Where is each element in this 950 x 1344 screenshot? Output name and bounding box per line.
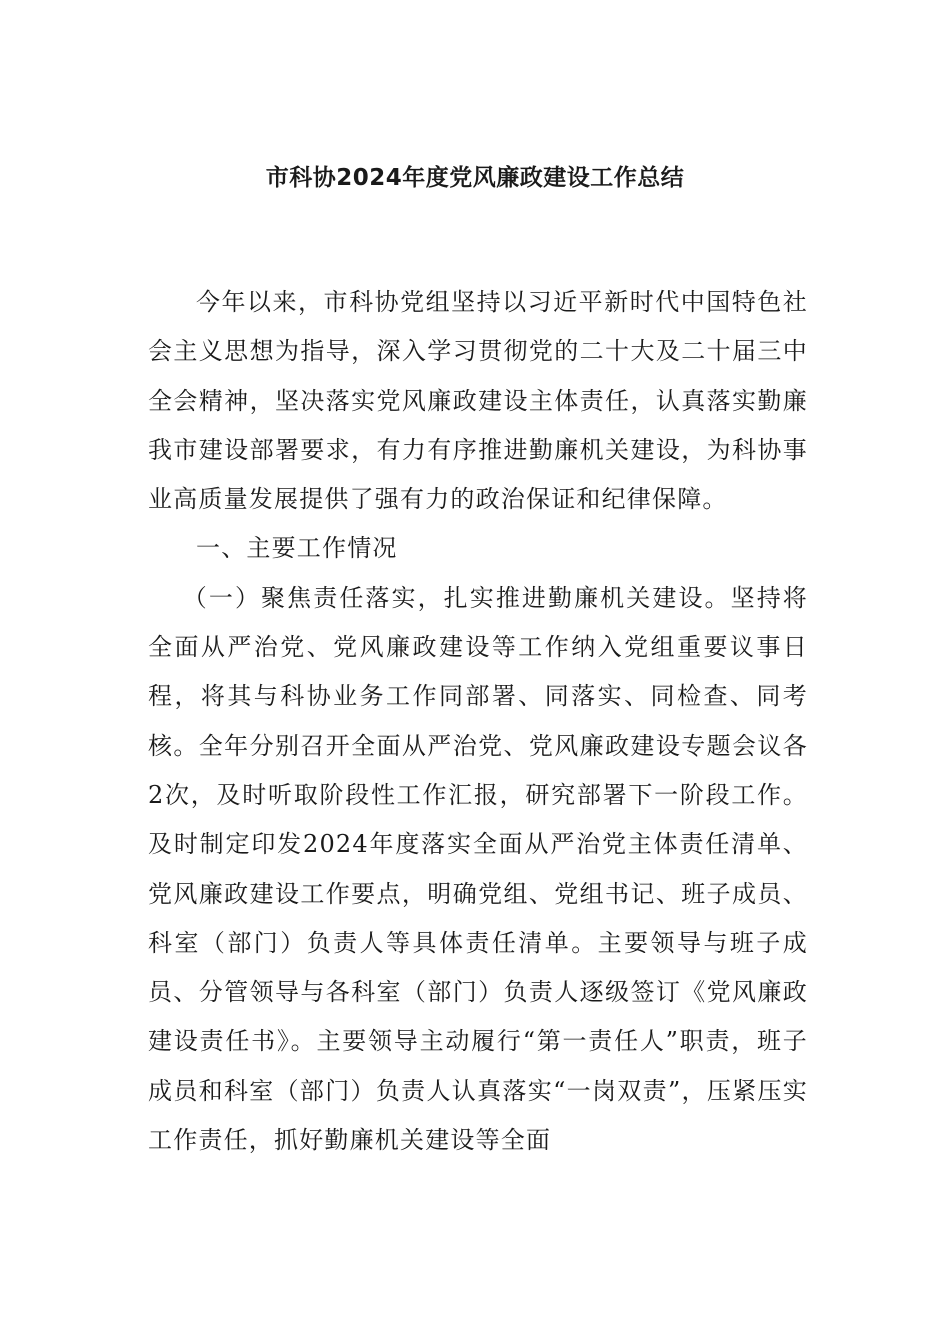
section-heading: 一、主要工作情况 [196, 534, 398, 563]
document-title: 市科协2024年度党风廉政建设工作总结 [265, 165, 685, 191]
subsection-paragraph: （一）聚焦责任落实，扎实推进勤廉机关建设。坚持将全面从严治党、党风廉政建设等工作纳入党组重要议事日程，将其与科协业务工作同部署、同落实、同检查、同考核。全年分别召开全面从严治党、党风廉政建设专题会议各2次，及时听取阶段性工作汇报，研究部署下一阶段工作。及时制定印发2024年度落实全面从严治党主体责任清单、党风廉政建设工作要点，明确党组、党组书记、班子成员、科室（部门）负责人等具体责任清单。主要领导与班子成员、分管领导与各科室（部门）负责人逐级签订《党风廉政建设责任书》。主要领导主动履行“第一责任人”职责，班子成员和科室（部门）负责人认真落实“一岗双责”，压紧压实工作责任，抓好勤廉机关建设等全面 [148, 583, 808, 1155]
document-body [148, 278, 808, 1165]
intro-paragraph: 今年以来，市科协党组坚持以习近平新时代中国特色社会主义思想为指导，深入学习贯彻党的二十大及二十届三中全会精神，坚决落实党风廉政建设主体责任，认真落实勤廉我市建设部署要求，有力有序推进勤廉机关建设，为科协事业高质量发展提供了强有力的政治保证和纪律保障。 [148, 288, 808, 514]
